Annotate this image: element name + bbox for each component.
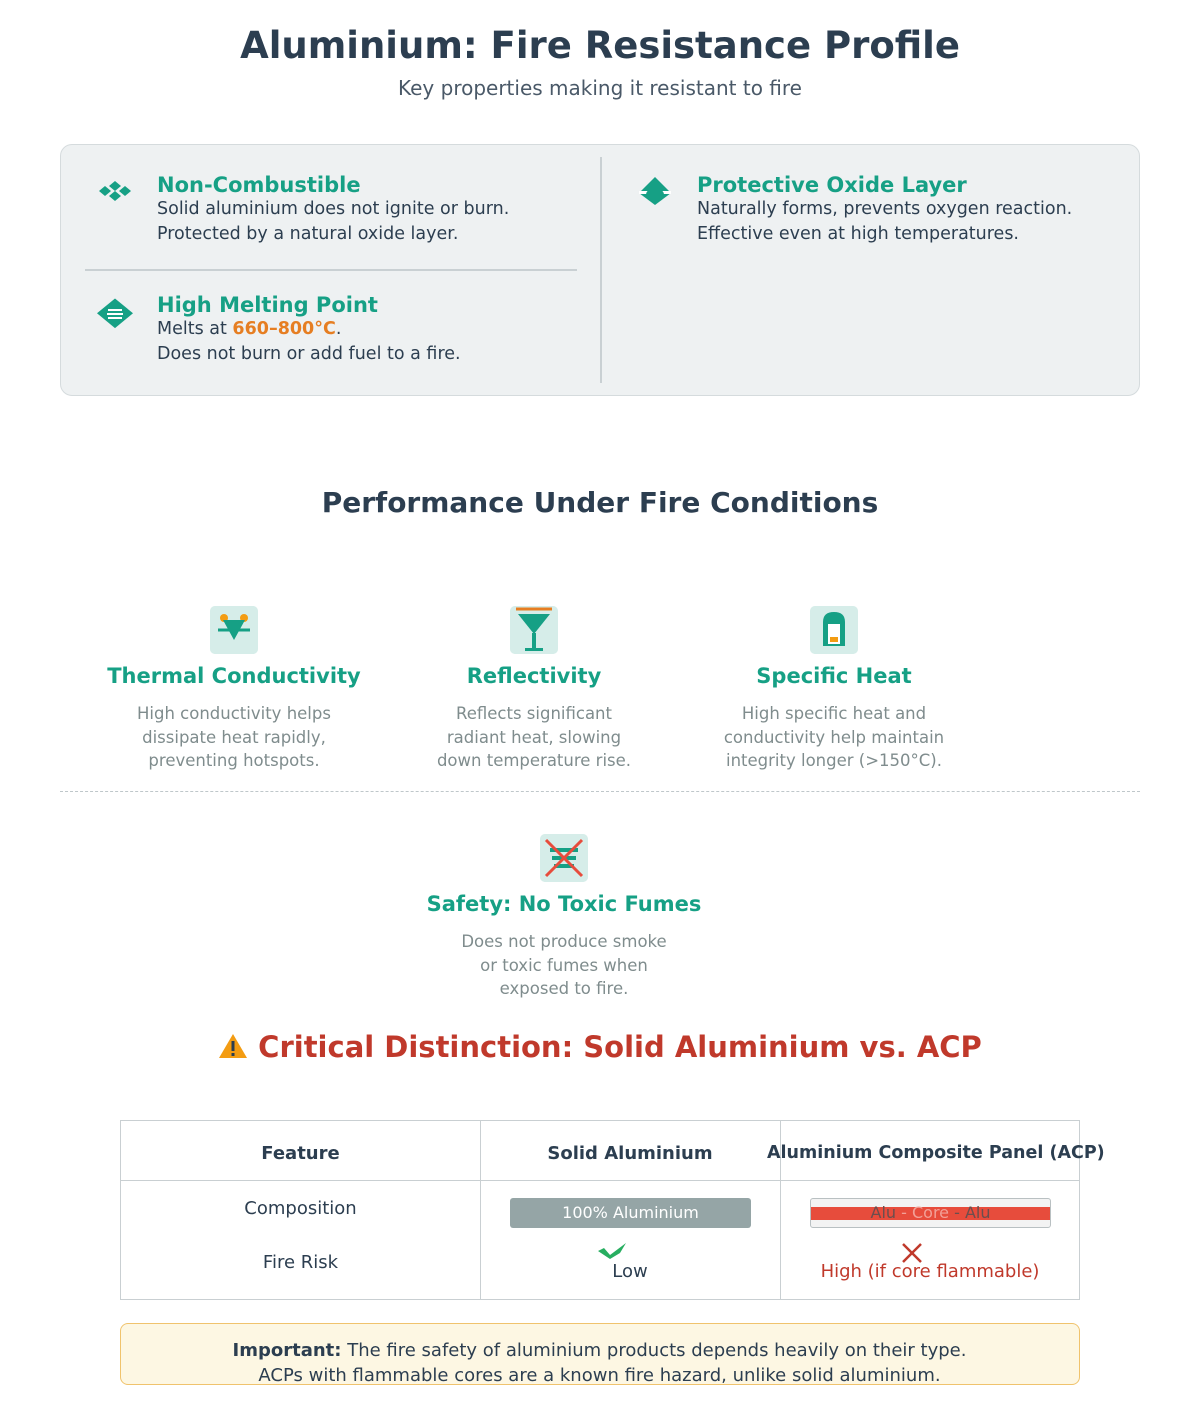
table-row-label: Composition (244, 1198, 357, 1219)
property-desc-line: Melts at 660–800°C. (157, 319, 342, 339)
property-title: Non-Combustible (157, 173, 361, 197)
feature-description: Reflects significant radiant heat, slowing down temperature rise. (436, 704, 632, 770)
comparison-table (120, 1120, 1105, 1300)
critical-distinction-title: Critical Distinction: Solid Aluminium vs. ACP (258, 1030, 982, 1064)
note-line: ACPs with flammable cores are a known fire hazard, unlike solid aluminium. (258, 1365, 941, 1386)
feature-title: Thermal Conductivity (107, 664, 361, 688)
solid-fire-risk: Low (612, 1261, 648, 1282)
solid-composition-bar: 100% Aluminium (510, 1198, 751, 1228)
acp-composition-label: Alu - Core - Alu (870, 1203, 991, 1222)
properties-card (60, 144, 1140, 396)
section-divider (60, 791, 1140, 792)
acp-fire-risk: High (if core flammable) (820, 1261, 1040, 1282)
page-title: Aluminium: Fire Resistance Profile (240, 24, 960, 67)
table-header-feature: Feature (261, 1143, 340, 1164)
feature-description: High specific heat and conductivity help maintain integrity longer (>150°C). (723, 704, 945, 770)
table-divider (121, 1180, 1079, 1181)
heat-capacity-icon (810, 606, 858, 654)
table-row-label: Fire Risk (262, 1252, 339, 1273)
property-desc-line: Effective even at high temperatures. (697, 224, 1019, 244)
feature-description: High conductivity helps dissipate heat rapidly, preventing hotspots. (137, 704, 331, 770)
acp-composition-bar (810, 1198, 1051, 1228)
property-desc-line: Protected by a natural oxide layer. (157, 224, 459, 244)
melting-range: 660–800°C (232, 319, 336, 339)
feature-title: Specific Heat (756, 664, 912, 688)
shield-layer-icon (637, 173, 673, 209)
layered-diamond-icon (97, 293, 133, 329)
feature-title: Reflectivity (466, 664, 602, 688)
important-note (120, 1323, 1080, 1385)
horizontal-divider (85, 269, 577, 271)
table-header-acp: Aluminium Composite Panel (ACP) (767, 1143, 1105, 1163)
property-desc-line: Naturally forms, prevents oxygen reaction. (697, 199, 1073, 219)
no-fumes-icon (540, 834, 588, 882)
reflector-icon (510, 606, 558, 654)
warning-triangle-icon (218, 1033, 248, 1059)
property-title: High Melting Point (157, 293, 378, 317)
feature-title: Safety: No Toxic Fumes (426, 892, 702, 916)
section-title: Performance Under Fire Conditions (321, 486, 879, 519)
property-title: Protective Oxide Layer (697, 173, 967, 197)
property-desc-line: Does not burn or add fuel to a fire. (157, 344, 461, 364)
heat-dissipation-icon (210, 606, 258, 654)
note-label: Important: (232, 1340, 342, 1361)
feature-description: Does not produce smoke or toxic fumes when exposed to fire. (461, 932, 667, 998)
property-desc-line: Solid aluminium does not ignite or burn. (157, 199, 510, 219)
vertical-divider (600, 157, 602, 383)
check-icon (598, 1243, 628, 1261)
critical-distinction-heading (0, 1030, 1200, 1064)
diamond-cluster-icon (97, 173, 133, 209)
note-line: Important: The fire safety of aluminium products depends heavily on their type. (232, 1340, 967, 1361)
page-subtitle: Key properties making it resistant to fire (398, 76, 802, 100)
table-header-solid: Solid Aluminium (547, 1143, 713, 1164)
